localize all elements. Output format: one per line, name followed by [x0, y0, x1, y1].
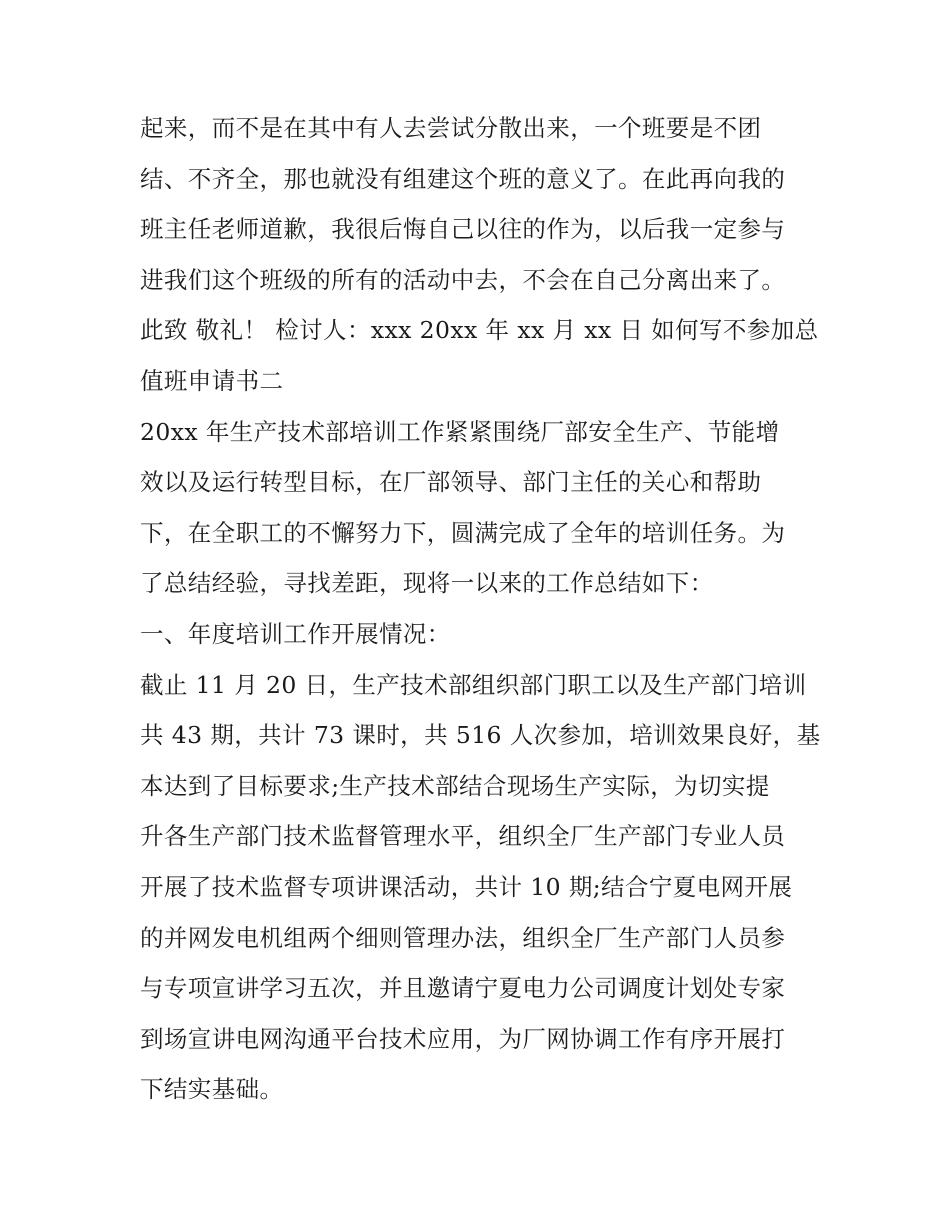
- text-line: 此致 敬礼！ 检讨人：xxx 20xx 年 xx 月 xx 日 如何写不参加总: [140, 316, 819, 345]
- text-line: 进我们这个班级的所有的活动中去，不会在自己分离出来了。: [140, 265, 786, 294]
- section-title: 值班申请书二: [140, 366, 284, 395]
- document-body: [140, 103, 820, 1115]
- text-line: 了总结经验，寻找差距，现将一以来的工作总结如下：: [140, 569, 714, 598]
- text-line: 20xx 年生产技术部培训工作紧紧围绕厂部安全生产、节能增: [140, 417, 780, 446]
- text-line: 到场宣讲电网沟通平台技术应用，为厂网协调工作有序开展打: [140, 1024, 786, 1053]
- text-line: 下，在全职工的不懈努力下，圆满完成了全年的培训任务。为: [140, 518, 786, 547]
- text-line: 本达到了目标要求;生产技术部结合现场生产实际，为切实提: [140, 771, 770, 800]
- text-line: 起来，而不是在其中有人去尝试分散出来，一个班要是不团: [140, 114, 762, 142]
- text-line: 升各生产部门技术监督管理水平，组织全厂生产部门专业人员: [140, 822, 786, 851]
- text-line: 结、不齐全，那也就没有组建这个班的意义了。在此再向我的: [140, 164, 786, 193]
- text-line: 截止 11 月 20 日，生产技术部组织部门职工以及生产部门培训: [140, 670, 807, 699]
- text-line: 的并网发电机组两个细则管理办法，组织全厂生产部门人员参: [140, 923, 786, 952]
- text-line: 下结实基础。: [140, 1075, 284, 1104]
- text-line: 开展了技术监督专项讲课活动，共计 10 期;结合宁夏电网开展: [140, 872, 793, 901]
- text-line: 班主任老师道歉，我很后悔自己以往的作为，以后我一定参与: [140, 215, 786, 244]
- text-line: 共 43 期，共计 73 课时，共 516 人次参加，培训效果良好，基: [140, 721, 821, 750]
- text-line: 与专项宣讲学习五次，并且邀请宁夏电力公司调度计划处专家: [140, 974, 786, 1003]
- section-heading: 一、年度培训工作开展情况：: [140, 619, 451, 648]
- text-line: 效以及运行转型目标，在厂部领导、部门主任的关心和帮助: [140, 468, 762, 497]
